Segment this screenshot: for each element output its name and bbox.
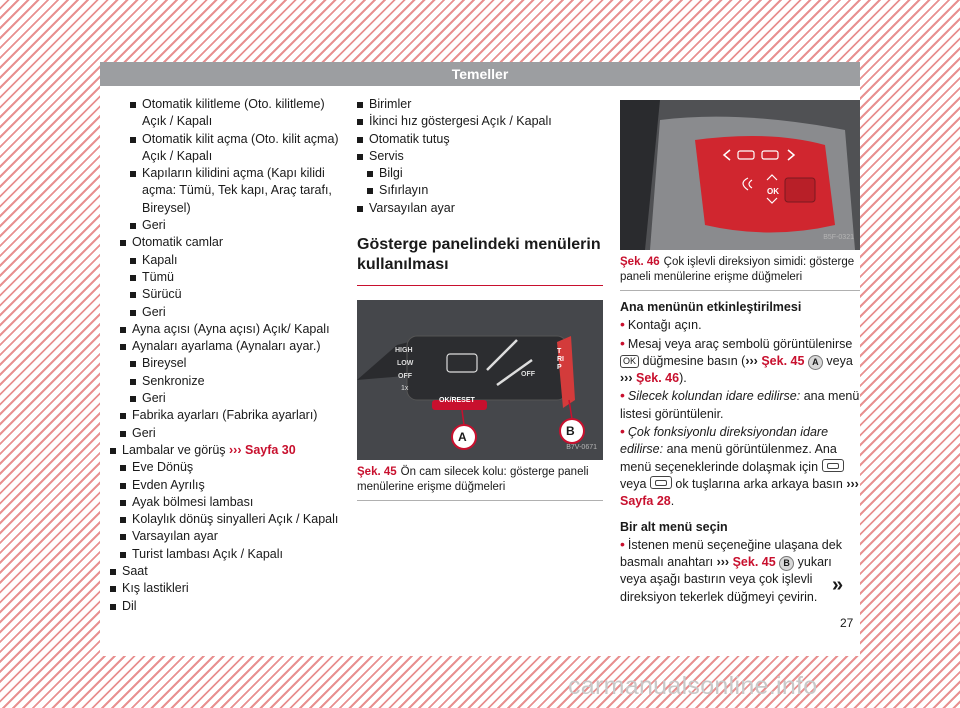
list-item-text: İkinci hız göstergesi Açık / Kapalı	[369, 114, 552, 129]
list-item	[357, 113, 603, 130]
list-item	[110, 494, 345, 511]
bullet-square	[357, 102, 363, 108]
bullet-square	[120, 552, 126, 558]
bullet-square	[357, 137, 363, 143]
list-item-text: Ayak bölmesi lambası	[132, 494, 254, 509]
step-1	[620, 316, 860, 334]
list-item-text: Geri	[132, 425, 156, 440]
bullet-square	[120, 240, 126, 246]
bullet-square	[130, 292, 136, 298]
bullet-square	[120, 534, 126, 540]
list-item	[357, 200, 603, 217]
bullet-dot: •	[620, 316, 625, 333]
list-item-text: Kapıların kilidini açma (Kapı kilidi açma: Tümü, Tek kapı, Araç tarafı, Bireysel)	[142, 166, 332, 215]
list-item-text: Otomatik tutuş	[369, 131, 450, 146]
callout-b-ref: B	[779, 556, 794, 571]
list-item-text: Sürücü	[142, 287, 182, 302]
step-5	[620, 536, 860, 606]
list-item-text: Saat	[122, 564, 148, 579]
stalk-label-1x: 1x	[401, 385, 409, 393]
callout-a: A	[458, 430, 467, 445]
step-2-text: Mesaj veya araç sembolü görüntülenirse	[627, 336, 853, 351]
list-item	[110, 286, 345, 303]
bullet-square	[120, 500, 126, 506]
list-item-text: Kolaylık dönüş sinyalleri Açık / Kapalı	[132, 512, 339, 527]
step-2-mid: düğmesine basın (	[642, 353, 746, 368]
bullet-square	[110, 569, 116, 575]
steering-wheel-illustration	[620, 100, 860, 250]
column-left	[110, 96, 345, 615]
list-item-text: Bireysel	[142, 356, 187, 371]
step-4-condition: Çok fonksiyonlu direksiyondan idare edilirse:	[620, 425, 829, 457]
xref-arrow: ›››	[620, 371, 633, 386]
heading-submenu: Bir alt menü seçin	[620, 519, 728, 534]
list-item	[110, 580, 345, 597]
bullet-square	[120, 483, 126, 489]
step-2-or: veya	[826, 353, 853, 368]
list-item-text: Varsayılan ayar	[132, 529, 218, 544]
bullet-square	[130, 258, 136, 264]
list-item	[110, 390, 345, 407]
step-4-end: .	[670, 494, 675, 509]
list-item-text: Dil	[122, 598, 137, 613]
xref-fig45[interactable]: Şek. 45	[732, 555, 776, 570]
section-header: Temeller	[100, 62, 860, 86]
list-item	[110, 165, 345, 217]
figure-code: B7V-0671	[566, 443, 597, 451]
bullet-square	[120, 431, 126, 437]
list-item	[357, 96, 603, 113]
list-item-text: Fabrika ayarları (Fabrika ayarları)	[132, 408, 318, 423]
bullet-square	[120, 327, 126, 333]
bullet-square	[120, 465, 126, 471]
step-4-text-2: ok tuşlarına arka arkaya basın	[675, 476, 843, 491]
bullet-square	[130, 275, 136, 281]
bullet-square	[367, 188, 373, 194]
bullet-dot: •	[620, 334, 625, 351]
xref-fig45[interactable]: Şek. 45	[761, 353, 805, 368]
list-item-text: Otomatik kilit açma (Oto. kilit açma) Açık / Kapalı	[142, 131, 339, 163]
list-item	[357, 148, 603, 165]
continued-marker: »	[832, 574, 844, 596]
bullet-square	[357, 119, 363, 125]
list-item-text: Birimler	[369, 97, 412, 111]
bullet-square	[110, 586, 116, 592]
list-item	[110, 459, 345, 476]
bullet-square	[357, 154, 363, 160]
xref-arrow: ›››	[846, 476, 859, 491]
figure-45-label: Şek. 45	[357, 466, 397, 479]
list-item-text: Bilgi	[379, 166, 403, 181]
list-item-text: Turist lambası Açık / Kapalı	[132, 546, 283, 561]
stalk-label-trip: TRIP	[557, 348, 564, 372]
xref-arrow: ›››	[716, 555, 730, 570]
step-4-or: veya	[620, 476, 647, 491]
figure-45-caption	[357, 465, 603, 501]
list-item-text: Geri	[142, 218, 166, 233]
step-2-end: ).	[679, 371, 687, 386]
settings-list	[357, 96, 603, 217]
list-item-text: Eve Dönüş	[132, 460, 194, 475]
list-item-text: Lambalar ve görüş	[122, 442, 230, 457]
list-item	[110, 425, 345, 442]
callout-b: B	[566, 424, 575, 439]
bullet-square	[130, 310, 136, 316]
arrow-key-left-icon	[822, 459, 844, 472]
list-item-text: Senkronize	[142, 373, 205, 388]
stalk-label-high: HIGH	[395, 347, 413, 355]
step-3-condition: Silecek kolundan idare edilirse:	[627, 389, 801, 404]
list-item	[110, 563, 345, 580]
list-item	[357, 131, 603, 148]
step-5-text-2: yukarı veya aşağı bastırın veya çok işlevli direksiyon tekerlek düğmeyi çevirin.	[620, 555, 832, 604]
bullet-square	[130, 361, 136, 367]
bullet-square	[130, 102, 136, 108]
stalk-label-ok-reset: OK/RESET	[439, 397, 475, 405]
ok-key-label: OK	[767, 187, 779, 196]
xref-page-28[interactable]: Sayfa 28	[620, 494, 671, 509]
bullet-square	[130, 379, 136, 385]
list-item	[110, 442, 345, 459]
list-item	[110, 598, 345, 615]
list-item-text: Tümü	[142, 269, 174, 284]
list-item	[110, 546, 345, 563]
list-item-text: Varsayılan ayar	[369, 200, 455, 215]
xref-arrow: ›››	[745, 353, 758, 368]
bullet-square	[130, 137, 136, 143]
page-number: 27	[840, 616, 854, 630]
list-item-text: Otomatik kilitleme (Oto. kilitleme) Açık / Kapalı	[142, 97, 325, 129]
list-item	[110, 528, 345, 545]
list-item	[357, 182, 603, 199]
bullet-square	[110, 604, 116, 610]
list-item-text: Sıfırlayın	[379, 183, 429, 198]
figure-46-caption	[620, 255, 860, 291]
figure-45-caption-text: Ön cam silecek kolu: gösterge paneli menülerine erişme düğmeleri	[357, 466, 589, 493]
bullet-square	[120, 413, 126, 419]
step-4	[620, 423, 860, 510]
list-item	[110, 234, 345, 251]
list-item-text: Kapalı	[142, 252, 178, 267]
step-5-text: İstenen menü seçeneğine ulaşana dek basmalı anahtarı	[620, 537, 842, 570]
figure-46-label: Şek. 46	[620, 256, 660, 268]
list-item	[110, 304, 345, 321]
xref-fig46[interactable]: Şek. 46	[635, 371, 680, 386]
step-1-text: Kontağı açın.	[627, 318, 702, 333]
figure-code: B5F-0321	[823, 233, 854, 241]
list-item	[110, 338, 345, 355]
bullet-square	[120, 517, 126, 523]
column-right	[620, 96, 860, 606]
list-item	[110, 96, 345, 131]
list-item-text: Geri	[142, 391, 166, 406]
stalk-label-off: OFF	[398, 373, 412, 381]
bullet-square	[120, 344, 126, 350]
watermark: carmanualsonline.info	[568, 672, 818, 700]
list-item	[110, 477, 345, 494]
arrow-key-right-icon	[650, 476, 672, 489]
figure-46-caption-text: Çok işlevli direksiyon simidi: gösterge paneli menülerine erişme düğmeleri	[620, 256, 855, 283]
xref-link[interactable]: ››› Sayfa 30	[229, 442, 296, 457]
list-item-text: Evden Ayrılış	[132, 477, 205, 492]
list-item	[357, 165, 603, 182]
bullet-square	[130, 396, 136, 402]
bullet-square	[357, 206, 363, 212]
list-item	[110, 252, 345, 269]
list-item-text: Servis	[369, 148, 404, 163]
list-item	[110, 373, 345, 390]
list-item	[110, 355, 345, 372]
bullet-dot: •	[620, 423, 625, 440]
list-item-text: Geri	[142, 304, 166, 319]
bullet-square	[130, 223, 136, 229]
figure-46-steering-wheel	[620, 100, 860, 250]
list-item-text: Otomatik camlar	[132, 235, 223, 250]
heading-main-menu: Ana menünün etkinleştirilmesi	[620, 300, 802, 314]
stalk-label-off2: OFF	[521, 371, 535, 379]
stalk-label-low: LOW	[397, 360, 414, 368]
bullet-dot: •	[620, 535, 625, 552]
figure-45-wiper-stalk	[357, 300, 603, 460]
list-item-text: Kış lastikleri	[122, 581, 189, 596]
list-item	[110, 407, 345, 424]
ok-key-icon: OK	[620, 355, 639, 368]
callout-a-ref: A	[808, 355, 823, 370]
list-item	[110, 321, 345, 338]
step-3	[620, 387, 860, 423]
list-item	[110, 131, 345, 166]
list-item-text: Ayna açısı (Ayna açısı) Açık/ Kapalı	[132, 321, 330, 336]
column-middle	[357, 96, 603, 501]
bullet-dot: •	[620, 387, 625, 404]
step-4-text: ana menü görüntülenmez. Ana menü seçeneklerinde dolaşmak için	[620, 442, 837, 474]
list-item	[110, 269, 345, 286]
step-3-text: ana menü listesi görüntülenir.	[620, 389, 860, 421]
list-item	[110, 511, 345, 528]
section-heading: Gösterge panelindeki menülerin kullanılması	[357, 235, 603, 286]
list-item-text: Aynaları ayarlama (Aynaları ayar.)	[132, 339, 321, 354]
bullet-square	[110, 448, 116, 454]
list-item	[110, 217, 345, 234]
step-2	[620, 335, 860, 388]
bullet-square	[367, 171, 373, 177]
bullet-square	[130, 171, 136, 177]
